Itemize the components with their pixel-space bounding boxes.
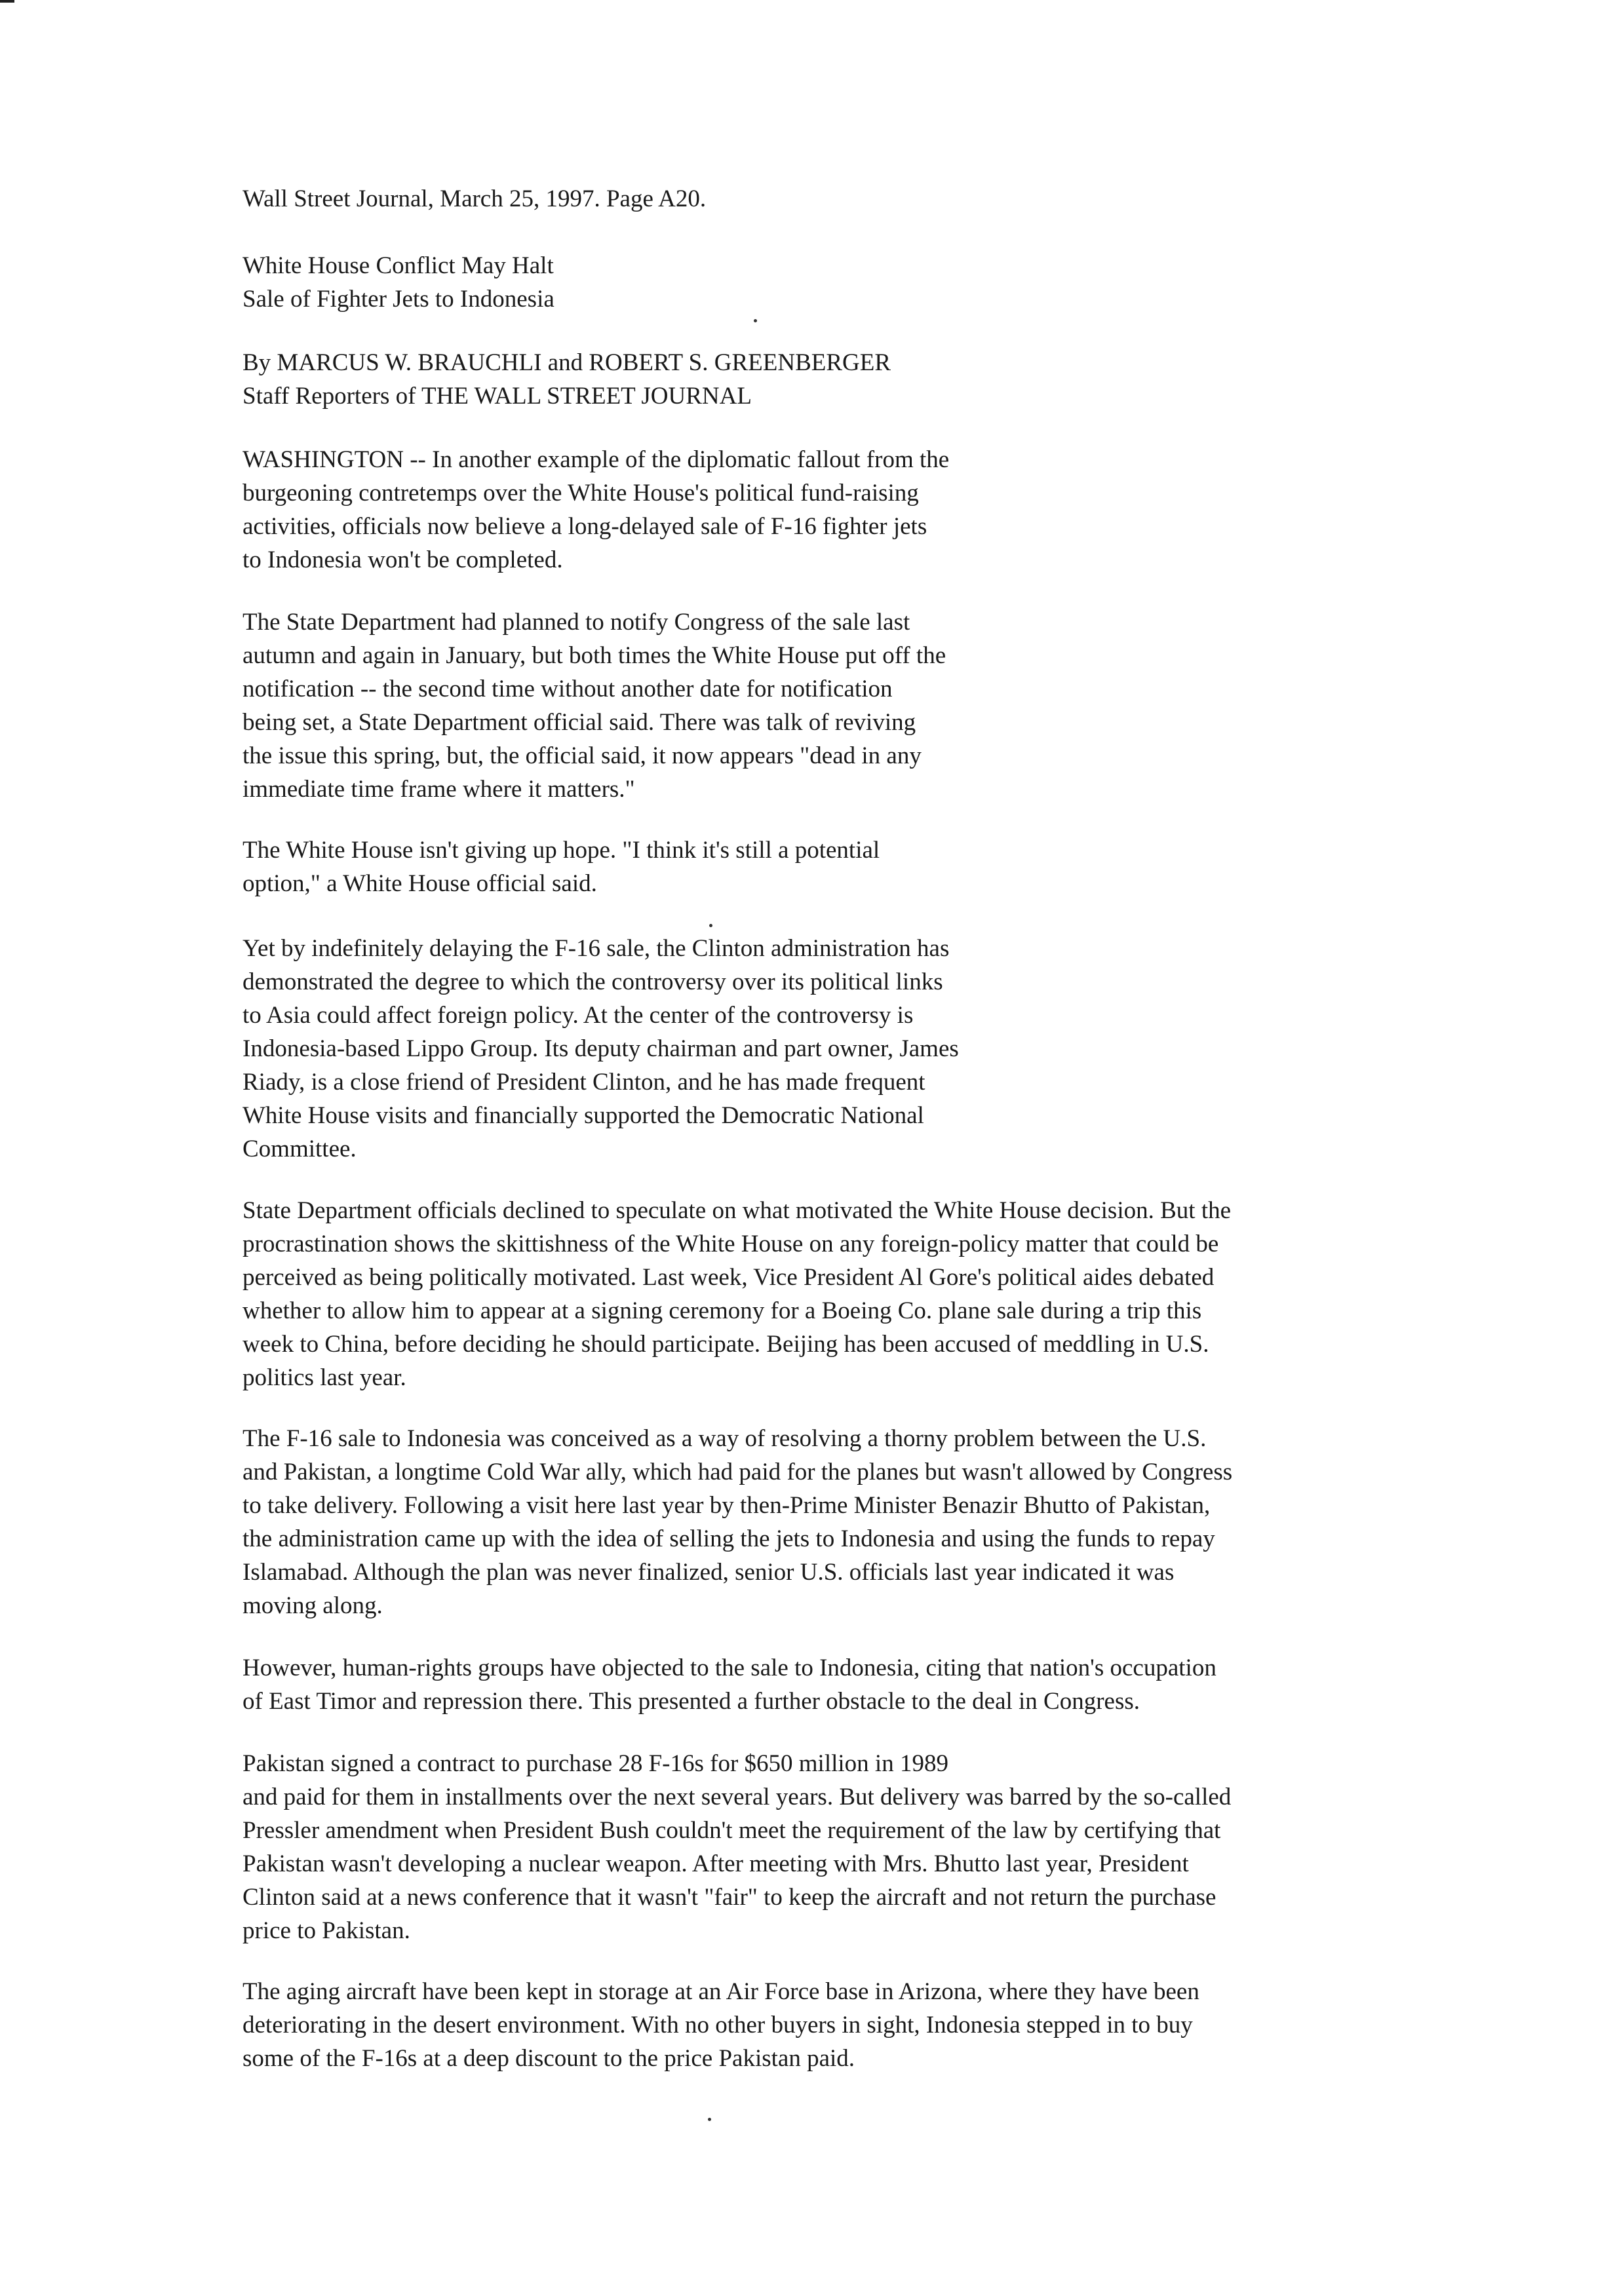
paragraph <box>243 1651 1216 1718</box>
paragraph-line: However, human-rights groups have objected to the sale to Indonesia, citing that nation's occupation <box>243 1655 1216 1681</box>
paragraph-line: The State Department had planned to notify Congress of the sale last <box>243 609 910 636</box>
paragraph <box>243 1975 1199 2075</box>
paragraph-line: Committee. <box>243 1136 357 1162</box>
paragraph-line: Pakistan wasn't developing a nuclear weapon. After meeting with Mrs. Bhutto last year, President <box>243 1850 1189 1877</box>
paragraph-line: demonstrated the degree to which the controversy over its political links <box>243 968 943 995</box>
paragraph-line: and paid for them in installments over the next several years. But delivery was barred by the so-called <box>243 1784 1232 1810</box>
source-line-text: Wall Street Journal, March 25, 1997. Page A20. <box>243 185 707 212</box>
paragraph-line: Clinton said at a news conference that it wasn't "fair" to keep the aircraft and not return the purchase <box>243 1884 1216 1911</box>
paragraph <box>243 443 949 577</box>
byline-authors: By MARCUS W. BRAUCHLI and ROBERT S. GREENBERGER <box>243 349 891 376</box>
paragraph-line: State Department officials declined to speculate on what motivated the White House decision. But the <box>243 1197 1232 1224</box>
paragraph-line: immediate time frame where it matters." <box>243 776 635 803</box>
paragraph-line: burgeoning contretemps over the White House's political fund-raising <box>243 480 919 507</box>
paragraph <box>243 1747 1231 1947</box>
scan-speck <box>708 2118 711 2121</box>
paragraph-line: activities, officials now believe a long-delayed sale of F-16 fighter jets <box>243 513 927 540</box>
paragraph-line: Indonesia-based Lippo Group. Its deputy chairman and part owner, James <box>243 1035 959 1062</box>
paragraph-line: to Asia could affect foreign policy. At the center of the controversy is <box>243 1002 914 1029</box>
paragraph <box>243 932 959 1166</box>
paragraph-line: some of the F-16s at a deep discount to the price Pakistan paid. <box>243 2045 855 2072</box>
paragraph-line: to Indonesia won't be completed. <box>243 546 563 573</box>
paragraph-line: Islamabad. Although the plan was never finalized, senior U.S. officials last year indicated it was <box>243 1559 1175 1586</box>
paragraph-line: perceived as being politically motivated. Last week, Vice President Al Gore's political aides debated <box>243 1264 1215 1291</box>
paragraph <box>243 1422 1232 1622</box>
paragraph-line: Pressler amendment when President Bush couldn't meet the requirement of the law by certifying that <box>243 1817 1221 1844</box>
paragraph-line: week to China, before deciding he should participate. Beijing has been accused of meddling in U.S. <box>243 1331 1209 1358</box>
paragraph-line: option," a White House official said. <box>243 870 597 897</box>
paragraph-line: The F-16 sale to Indonesia was conceived as a way of resolving a thorny problem between the U.S. <box>243 1425 1207 1452</box>
paragraph-line: price to Pakistan. <box>243 1917 410 1944</box>
paragraph-line: of East Timor and repression there. This presented a further obstacle to the deal in Congress. <box>243 1688 1140 1715</box>
paragraph-line: whether to allow him to appear at a signing ceremony for a Boeing Co. plane sale during a trip this <box>243 1297 1202 1324</box>
paragraph-line: WASHINGTON -- In another example of the diplomatic fallout from the <box>243 446 950 473</box>
paragraph-line: Yet by indefinitely delaying the F-16 sale, the Clinton administration has <box>243 935 950 962</box>
paragraph-line: politics last year. <box>243 1364 406 1391</box>
paragraph-line: being set, a State Department official said. There was talk of reviving <box>243 709 916 736</box>
paragraph-line: autumn and again in January, but both times the White House put off the <box>243 642 946 669</box>
byline-affiliation: Staff Reporters of THE WALL STREET JOURNAL <box>243 383 752 410</box>
paragraph-line: The aging aircraft have been kept in storage at an Air Force base in Arizona, where they have been <box>243 1978 1199 2005</box>
paragraph-line: to take delivery. Following a visit here last year by then-Prime Minister Benazir Bhutto of Pakistan, <box>243 1492 1211 1519</box>
paragraph-line: notification -- the second time without another date for notification <box>243 676 893 702</box>
headline <box>243 249 555 316</box>
scan-speck <box>709 924 712 927</box>
headline-line: Sale of Fighter Jets to Indonesia <box>243 286 555 313</box>
paragraph-line: and Pakistan, a longtime Cold War ally, which had paid for the planes but wasn't allowed by Congress <box>243 1459 1233 1485</box>
paragraph-line: the administration came up with the idea of selling the jets to Indonesia and using the funds to repay <box>243 1525 1215 1552</box>
source-line <box>243 182 706 216</box>
paragraph-line: White House visits and financially supported the Democratic National <box>243 1102 924 1129</box>
paragraph <box>243 833 880 900</box>
scan-edge-mark <box>0 0 14 3</box>
paragraph <box>243 1194 1231 1394</box>
paragraph-line: deteriorating in the desert environment. With no other buyers in sight, Indonesia stepped in to buy <box>243 2012 1193 2038</box>
paragraph-line: Pakistan signed a contract to purchase 28 F-16s for $650 million in 1989 <box>243 1750 948 1777</box>
paragraph-line: Riady, is a close friend of President Clinton, and he has made frequent <box>243 1069 925 1096</box>
paragraph-line: procrastination shows the skittishness of the White House on any foreign-policy matter that could be <box>243 1231 1219 1257</box>
paragraph-line: moving along. <box>243 1592 383 1619</box>
scan-speck <box>754 319 757 322</box>
paragraph-line: The White House isn't giving up hope. "I think it's still a potential <box>243 837 880 864</box>
headline-line: White House Conflict May Halt <box>243 252 554 279</box>
paragraph-line: the issue this spring, but, the official said, it now appears "dead in any <box>243 742 922 769</box>
paragraph <box>243 605 946 806</box>
byline <box>243 346 891 413</box>
